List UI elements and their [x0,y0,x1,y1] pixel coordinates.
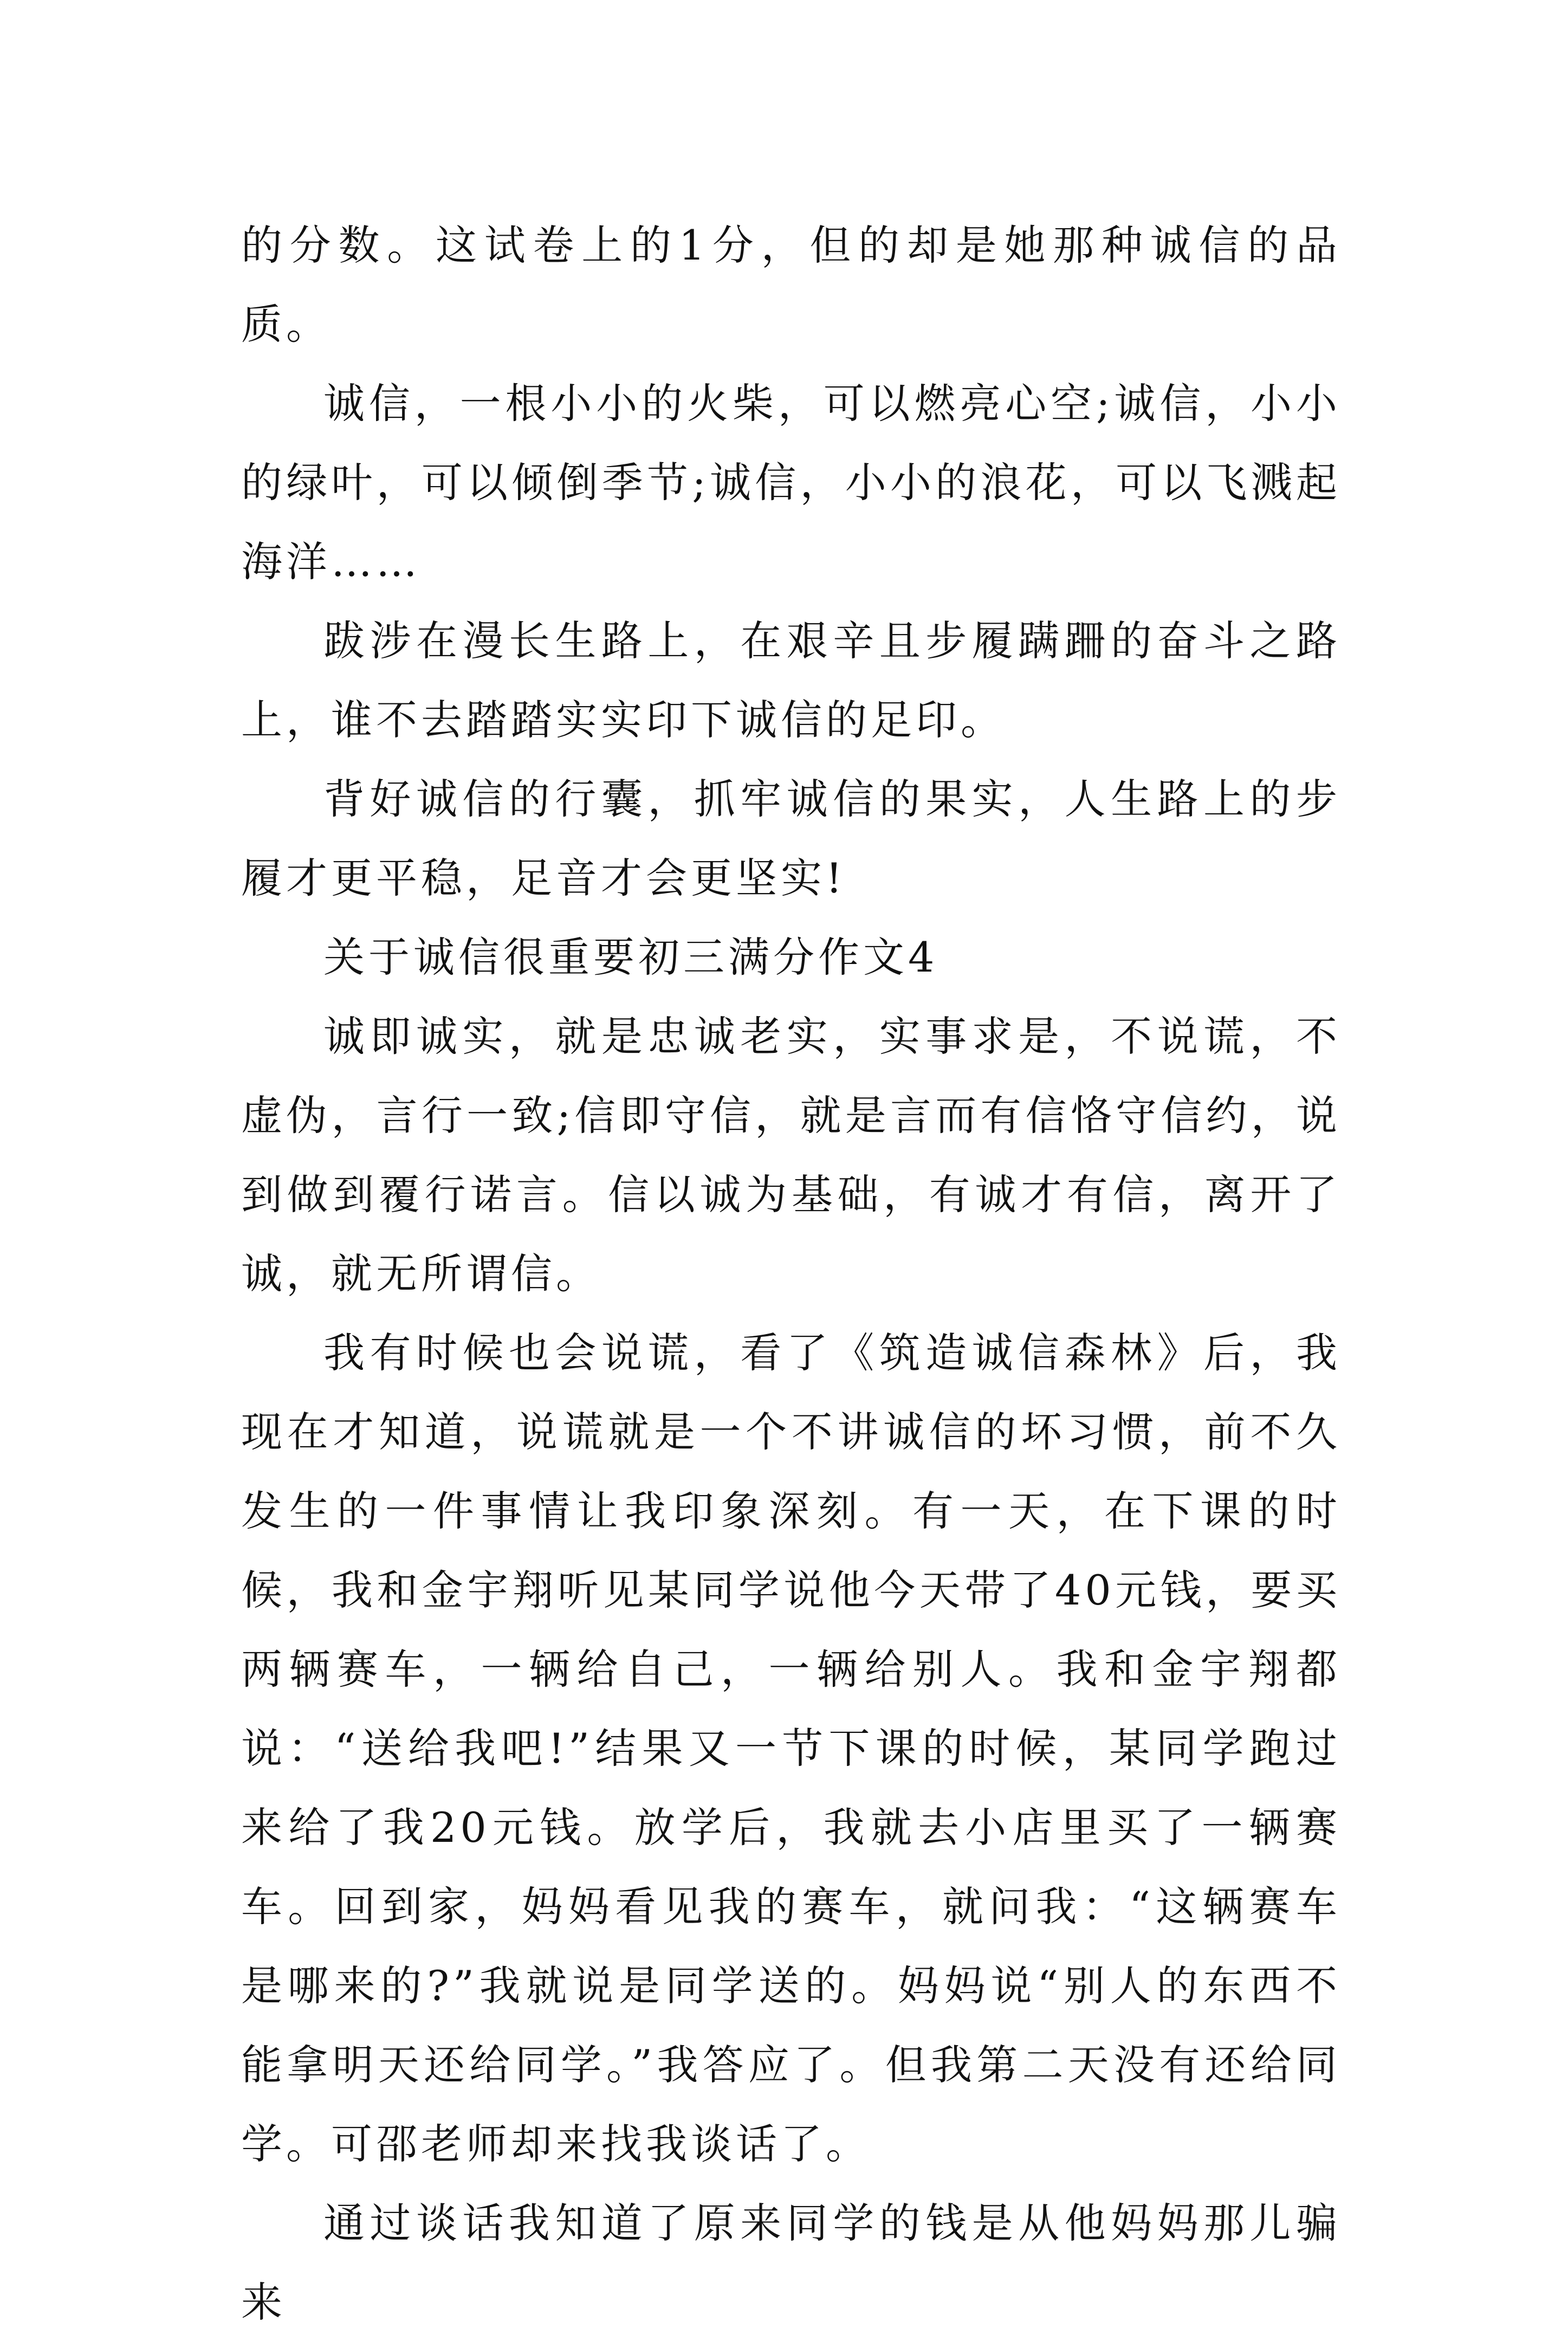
paragraph-continuation: 的分数。这试卷上的1分，但的却是她那种诚信的品质。 [241,221,1341,348]
section-heading: 关于诚信很重要初三满分作文4 [323,933,938,981]
document-body [241,206,1341,2342]
paragraph: 通过谈话我知道了原来同学的钱是从他妈妈那儿骗来 [241,2199,1341,2326]
paragraph: 背好诚信的行囊，抓牢诚信的果实，人生路上的步履才更平稳，足音才会更坚实! [241,775,1341,902]
paragraph: 诚信，一根小小的火柴，可以燃亮心空;诚信，小小的绿叶，可以倾倒季节;诚信，小小的浪花，可以飞溅起海洋…… [241,379,1341,586]
paragraph: 诚即诚实，就是忠诚老实，实事求是，不说谎，不虚伪，言行一致;信即守信，就是言而有信恪守信约，说到做到覆行诺言。信以诚为基础，有诚才有信，离开了诚，就无所谓信。 [241,1012,1341,1298]
paragraph: 跋涉在漫长生路上，在艰辛且步履蹒跚的奋斗之路上，谁不去踏踏实实印下诚信的足印。 [241,617,1341,744]
paragraph: 我有时候也会说谎，看了《筑造诚信森林》后，我现在才知道，说谎就是一个不讲诚信的坏习惯，前不久发生的一件事情让我印象深刻。有一天，在下课的时候，我和金宇翔听见某同学说他今天带了40元钱，要买两辆赛车，一辆给自己，一辆给别人。我和金宇翔都说：“送给我吧!”结果又一节下课的时候，某同学跑过来给了我20元钱。放学后，我就去小店里买了一辆赛车。回到家，妈妈看见我的赛车，就问我：“这辆赛车是哪来的?”我就说是同学送的。妈妈说“别人的东西不能拿明天还给同学。”我答应了。但我第二天没有还给同学。可邵老师却来找我谈话了。 [241,1329,1341,2168]
